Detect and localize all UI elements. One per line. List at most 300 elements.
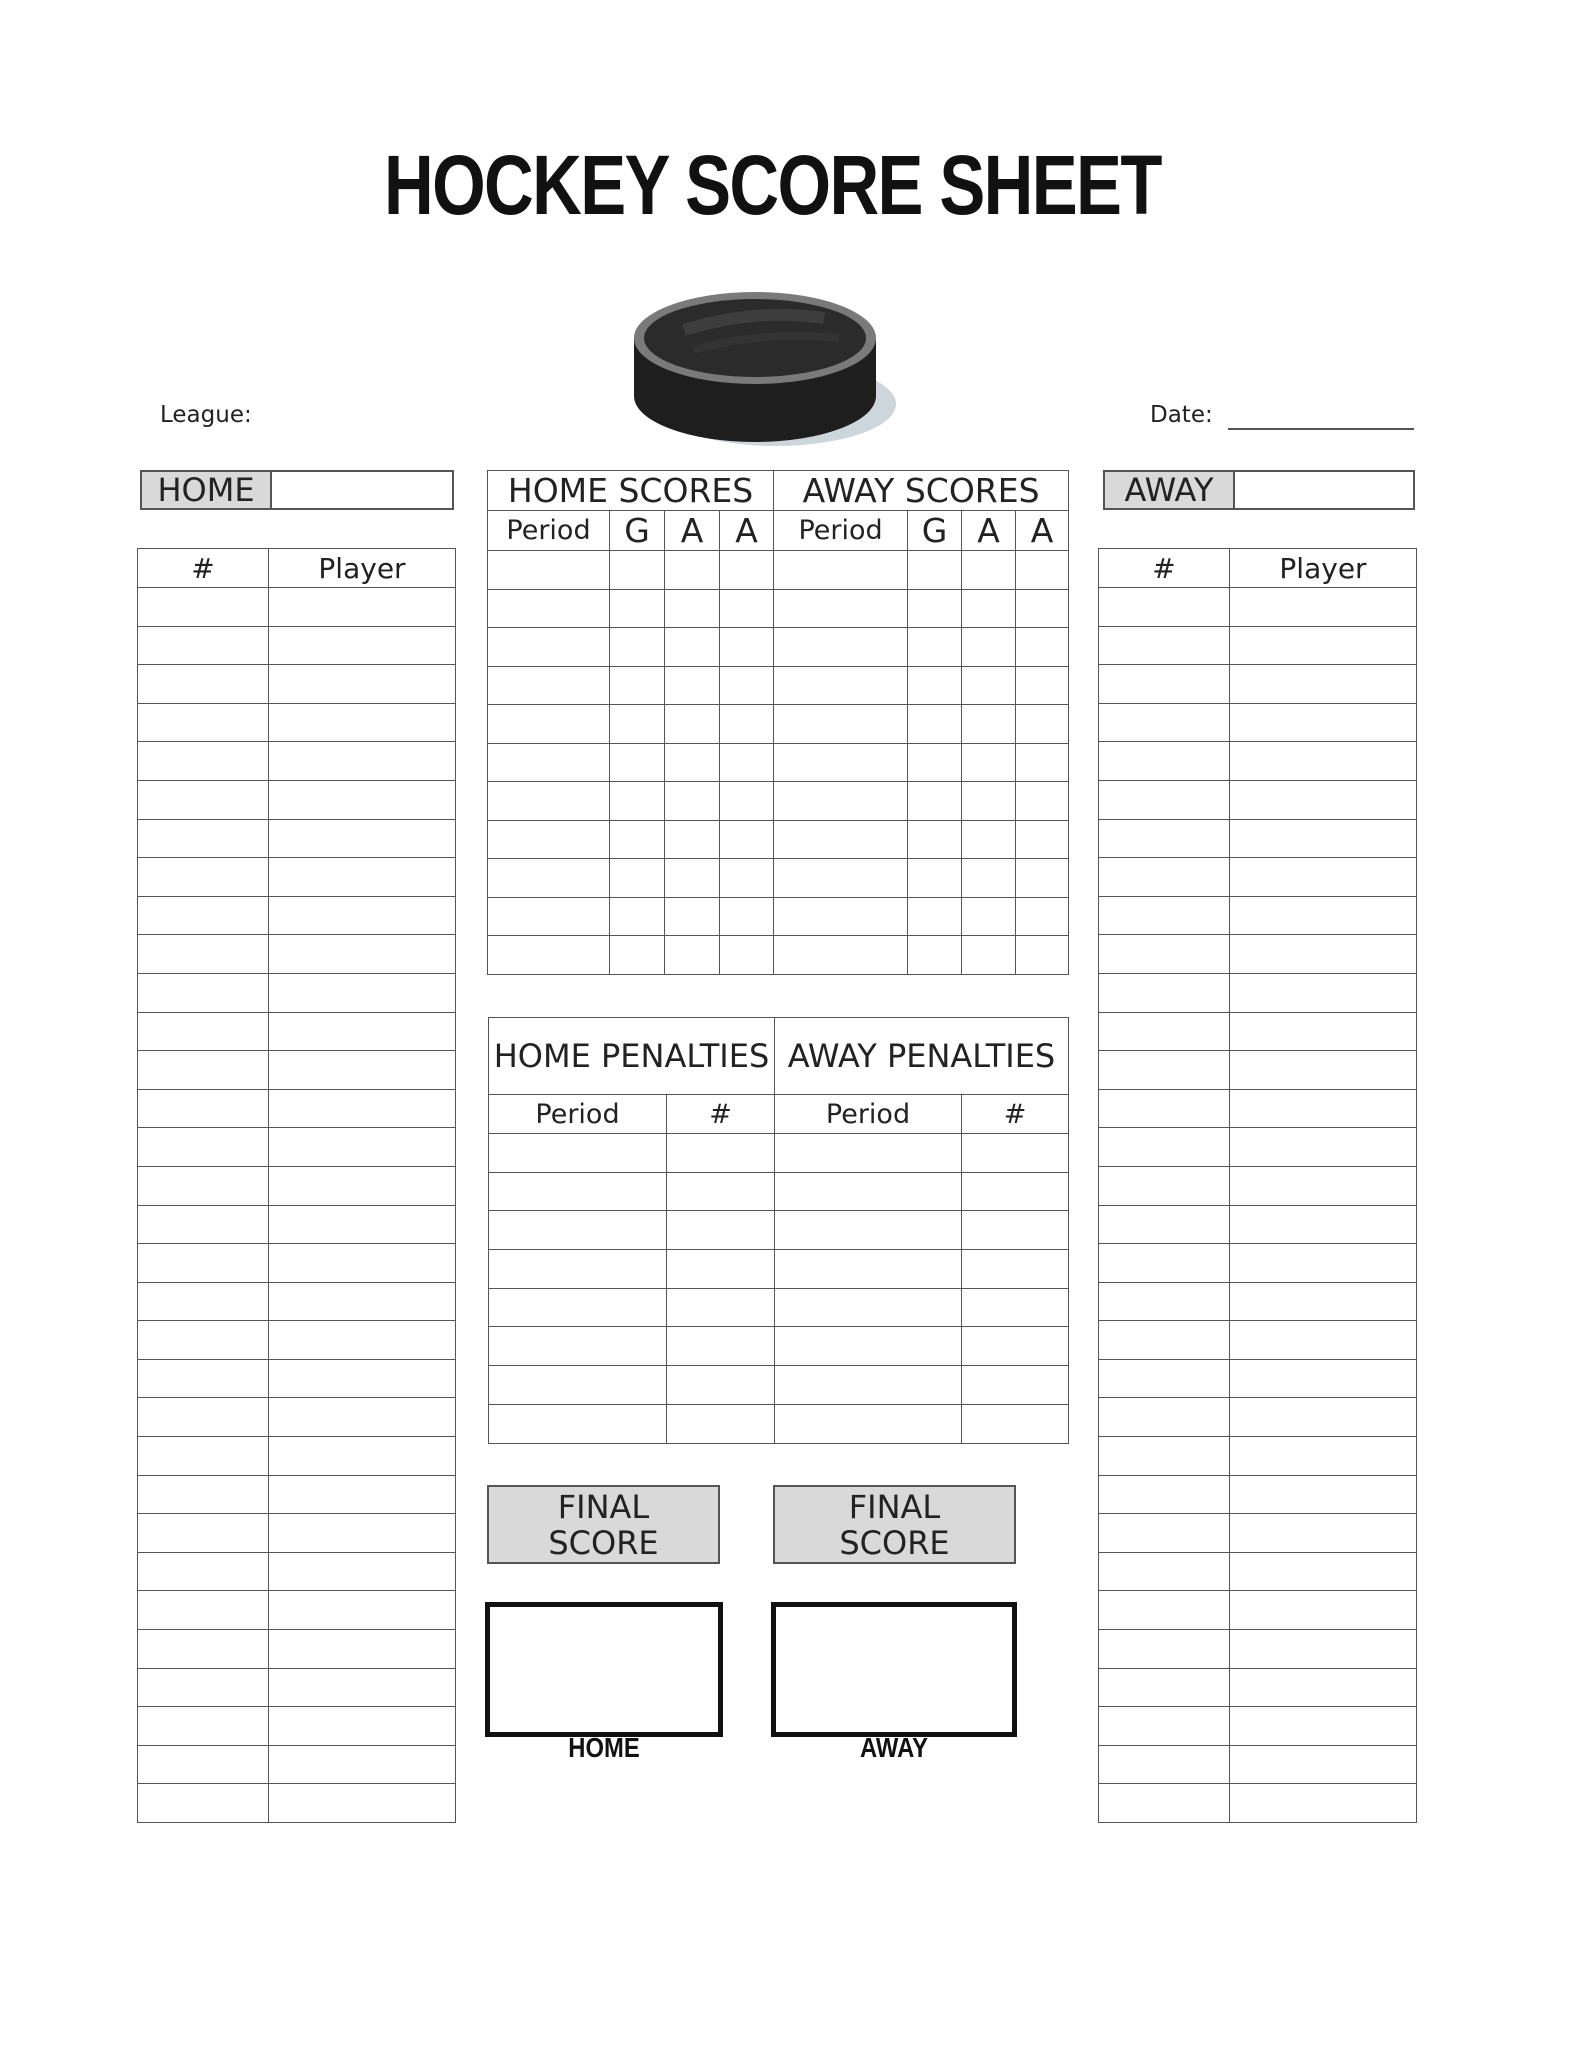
home-roster-cell[interactable] [269, 1205, 456, 1244]
home-roster-cell[interactable] [269, 1012, 456, 1051]
score-cell[interactable] [665, 859, 720, 898]
penalty-cell[interactable] [775, 1366, 962, 1405]
home-roster-cell[interactable] [269, 665, 456, 704]
home-roster-cell[interactable] [138, 588, 269, 627]
home-roster-cell[interactable] [269, 1745, 456, 1784]
home-roster-cell[interactable] [138, 1630, 269, 1669]
away-roster-cell[interactable] [1230, 588, 1417, 627]
away-roster-cell[interactable] [1099, 896, 1230, 935]
home-roster-cell[interactable] [269, 1707, 456, 1746]
score-cell[interactable] [610, 936, 665, 975]
score-cell[interactable] [774, 820, 908, 859]
score-cell[interactable] [488, 589, 610, 628]
penalty-cell[interactable] [489, 1404, 667, 1443]
away-roster-cell[interactable] [1230, 1514, 1417, 1553]
away-roster-cell[interactable] [1230, 1359, 1417, 1398]
score-cell[interactable] [720, 782, 774, 821]
penalty-cell[interactable] [775, 1250, 962, 1289]
score-cell[interactable] [1016, 897, 1069, 936]
roster-number-header: # [1099, 549, 1230, 588]
penalty-row [489, 1211, 1069, 1250]
penalty-cell[interactable] [489, 1211, 667, 1250]
away-roster-cell[interactable] [1230, 1668, 1417, 1707]
score-cell[interactable] [1016, 782, 1069, 821]
score-cell[interactable] [720, 743, 774, 782]
away-roster-cell[interactable] [1099, 1630, 1230, 1669]
score-cell[interactable] [610, 859, 665, 898]
score-row [488, 705, 1069, 744]
penalty-cell[interactable] [667, 1250, 775, 1289]
penalty-cell[interactable] [962, 1250, 1069, 1289]
home-roster-cell[interactable] [269, 1051, 456, 1090]
home-roster-row [138, 780, 456, 819]
penalty-cell[interactable] [962, 1366, 1069, 1405]
home-roster-cell[interactable] [269, 1552, 456, 1591]
score-cell[interactable] [488, 782, 610, 821]
score-cell[interactable] [665, 897, 720, 936]
score-cell[interactable] [488, 628, 610, 667]
away-roster-cell[interactable] [1099, 1321, 1230, 1360]
roster-player-header: Player [1230, 549, 1417, 588]
home-roster-cell[interactable] [138, 780, 269, 819]
penalty-cell[interactable] [962, 1404, 1069, 1443]
score-cell[interactable] [488, 743, 610, 782]
score-cell[interactable] [774, 628, 908, 667]
home-roster-cell[interactable] [138, 973, 269, 1012]
away-roster-cell[interactable] [1230, 1398, 1417, 1437]
penalty-cell[interactable] [489, 1172, 667, 1211]
score-cell[interactable] [774, 859, 908, 898]
home-roster-cell[interactable] [269, 626, 456, 665]
score-cell[interactable] [488, 820, 610, 859]
score-cell[interactable] [908, 936, 962, 975]
away-roster-cell[interactable] [1230, 1552, 1417, 1591]
away-roster-cell[interactable] [1230, 1244, 1417, 1283]
home-roster-cell[interactable] [138, 1089, 269, 1128]
away-roster-cell[interactable] [1099, 819, 1230, 858]
away-roster-cell[interactable] [1099, 1089, 1230, 1128]
home-roster-cell[interactable] [138, 896, 269, 935]
score-cell[interactable] [962, 666, 1016, 705]
score-cell[interactable] [720, 666, 774, 705]
home-roster-cell[interactable] [269, 973, 456, 1012]
score-cell[interactable] [610, 820, 665, 859]
away-roster-row [1099, 1591, 1417, 1630]
away-team-box [1103, 470, 1415, 510]
home-roster-cell[interactable] [138, 1668, 269, 1707]
home-roster-row [138, 973, 456, 1012]
score-cell[interactable] [774, 782, 908, 821]
penalty-cell[interactable] [775, 1134, 962, 1173]
home-roster-cell[interactable] [138, 1745, 269, 1784]
score-cell[interactable] [665, 743, 720, 782]
away-roster-cell[interactable] [1099, 973, 1230, 1012]
score-cell[interactable] [962, 897, 1016, 936]
away-roster-cell[interactable] [1230, 1745, 1417, 1784]
away-roster-row [1099, 1051, 1417, 1090]
home-roster-cell[interactable] [138, 819, 269, 858]
score-cell[interactable] [610, 705, 665, 744]
away-roster-row [1099, 1282, 1417, 1321]
home-roster-cell[interactable] [138, 1707, 269, 1746]
away-roster-cell[interactable] [1230, 1166, 1417, 1205]
home-team-name-field[interactable] [272, 472, 452, 508]
away-roster-cell[interactable] [1230, 626, 1417, 665]
score-cell[interactable] [962, 628, 1016, 667]
home-roster-cell[interactable] [138, 1514, 269, 1553]
away-roster-cell[interactable] [1230, 896, 1417, 935]
home-roster-cell[interactable] [269, 896, 456, 935]
home-roster-cell[interactable] [138, 1244, 269, 1283]
score-cell[interactable] [908, 820, 962, 859]
score-cell[interactable] [774, 897, 908, 936]
away-roster-cell[interactable] [1230, 1630, 1417, 1669]
score-cell[interactable] [1016, 551, 1069, 590]
home-roster-cell[interactable] [269, 1591, 456, 1630]
home-final-score-field[interactable] [485, 1602, 723, 1737]
away-roster-row [1099, 703, 1417, 742]
away-roster-cell[interactable] [1099, 1282, 1230, 1321]
score-cell[interactable] [610, 589, 665, 628]
away-final-caption: AWAY [860, 1732, 928, 1763]
away-team-label: AWAY [1105, 472, 1235, 508]
away-roster-cell[interactable] [1099, 1012, 1230, 1051]
home-roster-row [138, 1707, 456, 1746]
score-cell[interactable] [962, 705, 1016, 744]
penalty-cell[interactable] [667, 1211, 775, 1250]
away-roster-cell[interactable] [1099, 665, 1230, 704]
penalty-cell[interactable] [775, 1288, 962, 1327]
score-cell[interactable] [720, 897, 774, 936]
score-cell[interactable] [665, 666, 720, 705]
home-penalty-number-header: # [667, 1095, 775, 1134]
penalty-cell[interactable] [667, 1366, 775, 1405]
away-roster-cell[interactable] [1099, 1784, 1230, 1823]
away-roster-cell[interactable] [1230, 819, 1417, 858]
away-roster-row [1099, 1398, 1417, 1437]
score-cell[interactable] [488, 551, 610, 590]
score-cell[interactable] [774, 743, 908, 782]
home-assist-header: A [720, 511, 774, 551]
home-roster-cell[interactable] [269, 1437, 456, 1476]
penalty-cell[interactable] [775, 1404, 962, 1443]
away-roster-cell[interactable] [1099, 1051, 1230, 1090]
home-roster-cell[interactable] [269, 1089, 456, 1128]
penalty-cell[interactable] [489, 1288, 667, 1327]
score-cell[interactable] [488, 705, 610, 744]
away-penalties-header: AWAY PENALTIES [775, 1018, 1069, 1095]
home-roster-row [138, 588, 456, 627]
score-cell[interactable] [665, 782, 720, 821]
away-roster-cell[interactable] [1099, 1591, 1230, 1630]
score-cell[interactable] [720, 936, 774, 975]
away-roster-cell[interactable] [1230, 858, 1417, 897]
score-row [488, 897, 1069, 936]
home-roster-cell[interactable] [138, 1166, 269, 1205]
score-cell[interactable] [1016, 743, 1069, 782]
home-roster-row [138, 1437, 456, 1476]
home-scores-header: HOME SCORES [488, 471, 774, 511]
penalty-cell[interactable] [962, 1211, 1069, 1250]
home-roster-cell[interactable] [269, 780, 456, 819]
home-roster-cell[interactable] [138, 1552, 269, 1591]
away-goal-header: G [908, 511, 962, 551]
penalty-cell[interactable] [775, 1211, 962, 1250]
penalty-row [489, 1327, 1069, 1366]
home-roster-cell[interactable] [269, 1321, 456, 1360]
home-roster-cell[interactable] [269, 1166, 456, 1205]
penalty-cell[interactable] [775, 1172, 962, 1211]
home-roster-cell[interactable] [138, 1012, 269, 1051]
score-cell[interactable] [665, 705, 720, 744]
away-roster-cell[interactable] [1099, 1707, 1230, 1746]
away-roster-cell[interactable] [1099, 1166, 1230, 1205]
home-roster-row [138, 665, 456, 704]
penalty-cell[interactable] [775, 1327, 962, 1366]
penalty-cell[interactable] [667, 1404, 775, 1443]
penalty-cell[interactable] [962, 1172, 1069, 1211]
score-cell[interactable] [488, 936, 610, 975]
away-roster-row [1099, 1707, 1417, 1746]
home-roster-cell[interactable] [269, 1282, 456, 1321]
away-roster-cell[interactable] [1230, 1321, 1417, 1360]
score-cell[interactable] [610, 897, 665, 936]
score-cell[interactable] [908, 705, 962, 744]
away-roster-row [1099, 1012, 1417, 1051]
home-roster-row [138, 703, 456, 742]
away-roster-cell[interactable] [1230, 1128, 1417, 1167]
away-roster-row [1099, 973, 1417, 1012]
away-roster-cell[interactable] [1230, 1205, 1417, 1244]
home-roster-cell[interactable] [138, 742, 269, 781]
home-roster-cell[interactable] [138, 626, 269, 665]
away-roster-cell[interactable] [1099, 1552, 1230, 1591]
home-roster-cell[interactable] [138, 1591, 269, 1630]
score-cell[interactable] [610, 551, 665, 590]
penalty-cell[interactable] [489, 1327, 667, 1366]
away-roster-cell[interactable] [1099, 1514, 1230, 1553]
home-roster-cell[interactable] [269, 858, 456, 897]
score-cell[interactable] [610, 782, 665, 821]
away-roster-cell[interactable] [1099, 742, 1230, 781]
score-cell[interactable] [488, 666, 610, 705]
score-cell[interactable] [488, 897, 610, 936]
away-roster-row [1099, 1514, 1417, 1553]
score-cell[interactable] [774, 589, 908, 628]
away-roster-cell[interactable] [1099, 1359, 1230, 1398]
score-cell[interactable] [908, 628, 962, 667]
home-roster-cell[interactable] [269, 1784, 456, 1823]
date-field[interactable] [1228, 428, 1414, 430]
score-cell[interactable] [720, 859, 774, 898]
home-roster-cell[interactable] [138, 1784, 269, 1823]
away-roster-row [1099, 780, 1417, 819]
away-roster-cell[interactable] [1099, 626, 1230, 665]
home-roster-cell[interactable] [138, 1359, 269, 1398]
score-cell[interactable] [908, 743, 962, 782]
away-roster-cell[interactable] [1099, 1398, 1230, 1437]
score-cell[interactable] [720, 820, 774, 859]
score-cell[interactable] [962, 859, 1016, 898]
score-cell[interactable] [720, 589, 774, 628]
penalty-cell[interactable] [489, 1134, 667, 1173]
home-roster-row [138, 742, 456, 781]
score-cell[interactable] [1016, 859, 1069, 898]
away-roster-cell[interactable] [1099, 1205, 1230, 1244]
away-roster-cell[interactable] [1099, 935, 1230, 974]
away-period-header: Period [774, 511, 908, 551]
home-roster-cell[interactable] [269, 1398, 456, 1437]
home-roster-cell[interactable] [138, 1475, 269, 1514]
away-roster-cell[interactable] [1099, 703, 1230, 742]
score-cell[interactable] [774, 705, 908, 744]
score-cell[interactable] [962, 743, 1016, 782]
score-cell[interactable] [774, 551, 908, 590]
score-cell[interactable] [720, 705, 774, 744]
away-roster-row [1099, 1359, 1417, 1398]
penalty-cell[interactable] [667, 1172, 775, 1211]
home-roster-cell[interactable] [138, 703, 269, 742]
away-roster-cell[interactable] [1099, 1128, 1230, 1167]
away-roster-row [1099, 1784, 1417, 1823]
score-cell[interactable] [610, 666, 665, 705]
score-cell[interactable] [665, 936, 720, 975]
score-cell[interactable] [1016, 628, 1069, 667]
away-team-name-field[interactable] [1235, 472, 1413, 508]
home-roster-cell[interactable] [269, 1630, 456, 1669]
score-cell[interactable] [908, 551, 962, 590]
home-roster-cell[interactable] [138, 1398, 269, 1437]
penalty-cell[interactable] [667, 1288, 775, 1327]
score-cell[interactable] [1016, 589, 1069, 628]
score-cell[interactable] [665, 628, 720, 667]
score-cell[interactable] [610, 628, 665, 667]
away-roster-cell[interactable] [1230, 1784, 1417, 1823]
home-roster-cell[interactable] [138, 1205, 269, 1244]
home-roster-cell[interactable] [269, 935, 456, 974]
scores-table [487, 470, 1069, 975]
away-roster-cell[interactable] [1230, 1475, 1417, 1514]
score-cell[interactable] [610, 743, 665, 782]
away-roster-cell[interactable] [1230, 1591, 1417, 1630]
score-cell[interactable] [774, 666, 908, 705]
away-roster-cell[interactable] [1099, 588, 1230, 627]
score-cell[interactable] [908, 666, 962, 705]
away-roster-cell[interactable] [1099, 780, 1230, 819]
away-roster-cell[interactable] [1099, 1668, 1230, 1707]
away-roster-cell[interactable] [1099, 1437, 1230, 1476]
score-cell[interactable] [962, 782, 1016, 821]
home-roster-cell[interactable] [269, 703, 456, 742]
home-roster-cell[interactable] [269, 1514, 456, 1553]
score-cell[interactable] [720, 628, 774, 667]
score-cell[interactable] [908, 897, 962, 936]
score-cell[interactable] [908, 589, 962, 628]
score-cell[interactable] [962, 936, 1016, 975]
hockey-puck-icon [624, 268, 904, 454]
home-roster-cell[interactable] [269, 1475, 456, 1514]
away-roster-cell[interactable] [1230, 1437, 1417, 1476]
penalty-cell[interactable] [962, 1134, 1069, 1173]
score-cell[interactable] [908, 782, 962, 821]
away-roster-cell[interactable] [1230, 973, 1417, 1012]
away-roster-cell[interactable] [1099, 1475, 1230, 1514]
away-roster-row [1099, 896, 1417, 935]
home-roster-table [137, 548, 456, 1823]
away-roster-cell[interactable] [1230, 665, 1417, 704]
home-roster-cell[interactable] [138, 858, 269, 897]
home-roster-cell[interactable] [138, 1051, 269, 1090]
away-final-score-field[interactable] [771, 1602, 1017, 1737]
home-roster-cell[interactable] [138, 1282, 269, 1321]
away-roster-cell[interactable] [1230, 742, 1417, 781]
score-cell[interactable] [1016, 666, 1069, 705]
home-roster-cell[interactable] [269, 1668, 456, 1707]
away-roster-row [1099, 742, 1417, 781]
score-cell[interactable] [908, 859, 962, 898]
home-final-caption: HOME [568, 1732, 640, 1763]
score-cell[interactable] [665, 551, 720, 590]
home-roster-cell[interactable] [138, 1437, 269, 1476]
penalty-cell[interactable] [489, 1250, 667, 1289]
away-roster-cell[interactable] [1230, 1012, 1417, 1051]
away-roster-cell[interactable] [1099, 1745, 1230, 1784]
away-roster-cell[interactable] [1230, 1282, 1417, 1321]
home-roster-cell[interactable] [269, 588, 456, 627]
away-roster-cell[interactable] [1230, 1051, 1417, 1090]
penalty-cell[interactable] [489, 1366, 667, 1405]
away-roster-cell[interactable] [1230, 703, 1417, 742]
home-roster-cell[interactable] [269, 1128, 456, 1167]
score-row [488, 589, 1069, 628]
penalty-cell[interactable] [962, 1327, 1069, 1366]
score-cell[interactable] [1016, 705, 1069, 744]
away-roster-cell[interactable] [1230, 1089, 1417, 1128]
penalty-cell[interactable] [962, 1288, 1069, 1327]
score-cell[interactable] [1016, 820, 1069, 859]
away-roster-cell[interactable] [1099, 1244, 1230, 1283]
home-roster-cell[interactable] [269, 1244, 456, 1283]
final-score-label-text: FINAL SCORE [548, 1487, 659, 1562]
away-roster-cell[interactable] [1230, 780, 1417, 819]
away-roster-cell[interactable] [1230, 1707, 1417, 1746]
penalty-cell[interactable] [667, 1327, 775, 1366]
score-cell[interactable] [665, 589, 720, 628]
away-roster-row [1099, 1437, 1417, 1476]
score-cell[interactable] [488, 859, 610, 898]
home-roster-cell[interactable] [269, 819, 456, 858]
home-roster-cell[interactable] [138, 1128, 269, 1167]
away-roster-cell[interactable] [1230, 935, 1417, 974]
score-cell[interactable] [720, 551, 774, 590]
score-cell[interactable] [665, 820, 720, 859]
home-roster-cell[interactable] [138, 665, 269, 704]
score-cell[interactable] [962, 820, 1016, 859]
league-label: League: [160, 402, 252, 428]
penalty-cell[interactable] [667, 1134, 775, 1173]
home-roster-cell[interactable] [138, 1321, 269, 1360]
home-roster-cell[interactable] [269, 742, 456, 781]
score-cell[interactable] [962, 551, 1016, 590]
score-cell[interactable] [774, 936, 908, 975]
home-roster-row [138, 1244, 456, 1283]
score-cell[interactable] [962, 589, 1016, 628]
score-cell[interactable] [1016, 936, 1069, 975]
home-roster-row [138, 1321, 456, 1360]
away-roster-cell[interactable] [1099, 858, 1230, 897]
home-roster-cell[interactable] [138, 935, 269, 974]
home-roster-cell[interactable] [269, 1359, 456, 1398]
